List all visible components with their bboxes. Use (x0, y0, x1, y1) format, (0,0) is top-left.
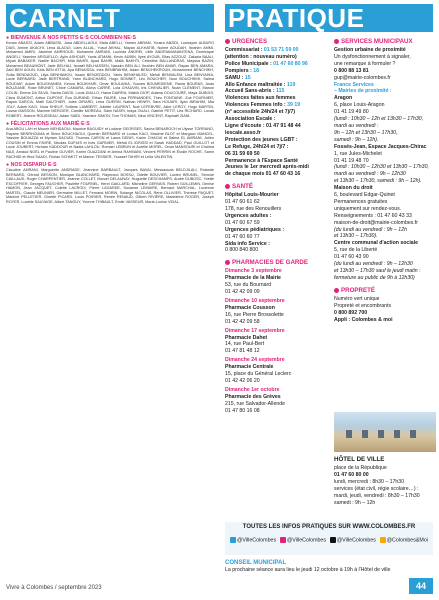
pharmacy-date: Dimanche 17 septembre (225, 327, 285, 334)
carnet-column (6, 4, 214, 205)
urgence-line: Allo Enfance maltraitée : 119 (225, 81, 296, 88)
service-line: une remarque à formuler ? (334, 60, 396, 67)
urgence-line: Violences faites aux femmes (225, 95, 296, 102)
urgence-line: SAMU : 15 (225, 74, 251, 81)
urgence-line: Violences Femmes info : 39 19 (225, 102, 301, 109)
sante-line: Urgences pédiatriques : (225, 226, 285, 233)
urgence-line: de chaque mois 01 47 60 43 16 (225, 171, 301, 178)
carnet-title: CARNET (9, 4, 121, 32)
pharmacy-phone: 01 42 42 09 09 (225, 289, 260, 296)
instagram-link[interactable]: @VilleColombes (280, 537, 326, 543)
hotel-line: samedi : 9h – 12h (334, 499, 376, 506)
pharmacies-title: PHARMACIES DE GARDE (225, 259, 328, 266)
section-births (6, 35, 214, 118)
service-line: 9h – 12h et 13h30 – 17h30, (334, 129, 398, 136)
hotel-lines (334, 465, 436, 506)
urgences-title: URGENCES (225, 38, 328, 45)
pharmacies-lines (225, 268, 328, 414)
pharmacy-address: 16, rue Pierre Brossolette (225, 311, 284, 318)
hotel-title: HÔTEL DE VILLE (334, 456, 385, 463)
pharmacy-address: 215, rue Salvador-Allende (225, 400, 285, 407)
urgences-lines (225, 47, 328, 178)
urgence-line: Pompiers : 18 (225, 67, 260, 74)
proprete-line: 0 800 892 700 (334, 309, 368, 316)
urgence-line: Police Municipale : 01 47 60 80 96 (225, 60, 308, 67)
service-line: – Mairies de proximité : (334, 88, 392, 95)
services-title: SERVICES MUNICIPAUX (334, 38, 436, 45)
service-line: 1, rue Jules-Michelet (334, 150, 382, 157)
pharmacy-address: 15, place du Général Leclerc (225, 371, 292, 378)
urgence-line: (n° accessible 24h/24 et 7j/7) (225, 109, 296, 116)
hotel-line: services (état civil, régie scolaire…) : (334, 485, 419, 492)
pharmacy-item (225, 357, 328, 385)
page-number: 44 (409, 578, 433, 594)
pharmacy-date: Dimanche 1er octobre (225, 386, 280, 393)
proprete-line: Propreté et encombrants (334, 302, 392, 309)
social-links (230, 537, 428, 543)
pratique-title: PRATIQUE (228, 4, 365, 32)
sante-line: Sida info Service : (225, 240, 270, 247)
proprete-title: PROPRETÉ (334, 287, 436, 294)
proprete-block (334, 287, 436, 324)
footer-title: TOUTES LES INFOS PRATIQUES SUR WWW.COLOMBES.FR (242, 524, 416, 530)
pharmacy-phone: 01 47 80 16 08 (225, 407, 260, 414)
service-line: Un dysfonctionnement à signaler, (334, 53, 411, 60)
sante-line: 0 800 840 800 (225, 247, 259, 254)
bullet-icon (334, 288, 339, 293)
hotel-de-ville-photo (334, 412, 436, 452)
pharmacy-phone: 01 42 42 06 20 (225, 377, 260, 384)
urgence-line: (attention : nouveau numéro) (225, 53, 297, 60)
service-line: 01 47 60 43 90 (334, 254, 369, 261)
pharmacy-address: 53, rue du Bournard (225, 282, 272, 289)
service-line: 6, boulevard Edgar-Quinet (334, 192, 395, 199)
births-text: Kenan ABASSI, Adam ABBASSI, Jana ABDELLAOUI, Maïa ABELLI, Yamen ABRAM, Yousra ABZIDI, Lounayne ALBURO DIAS, Amine AKACHI, Léna ALAOUI, Liam ALLAL, Yusuf AKHAL, Mayan ALKHATIB, Nolmé AOUDAH, Ibrahim AMMI, Mohamed AMIRI, Jasmine AMRHOUD, Mohamed AMRANI, Lucinda ANDREI, Lilith ANDRIAMANANTENA, Dominique ANGELI, Yasmine ARGUELLO, Aylin ASHOUR, Yanis ATMANI, Kevin AUBIN, Ilyes AYOUB, Elias AZZOUZ, Zakaria BAALI, Miyah BABAKER, Naélle BACHIR, Mila BAHRI, Ayad BAHRI, Malik BAKHTI, Célestine BALLANDRAS, Mayssa BAZIN, Mohamed BEAUMONT, Jade BELHAJ, Ismaël BELHASSEN, Nassim BEN ALI, Ibrahim BEN AMAR, Rayan BEN AMARA, Zaïd BEN AOUN, Kaïs BEN ATTIA, Aya BENAISSA, Inès BENBRAHIM, Adam BENCHEKROUN, Mohammed BENCHIKH, Sofia BENDAOUD, Lilya BENHAMOU, Issam BENJEDDOU, Yanis BENKHALED, Mehdi BENSALEM, Lina BENYAHIA, Lucie BERNARD, Jade BERTRAND, Yann BLANCHARD, Hugo BONNET, Léo BOUCHER, Nour BOUCHIKHI, Salma BOUDIAF, Adam BOUGHANEM, Kenza BOUKHARI, Omar BOULAHIA, Younes BOUMEDIENE, Rania BOURAS, Anas BOUZIANE, Rose BRUNET, Chloé CAMARA, Aïcha CARRÉ, Lola CHAUVIN, Iris CHEVALIER, Noah CLÉMENT, Manon COLIN, Emma DA SILVA, Sacha DAVID, Louis DIALLO, Hawa DIARRA, Malick DIOP, Adama DOUCOURÉ, Maya DUBOIS, Clara DUMONT, Arthur DUPONT, Éva DURAND, Ethan FAURE, Lina FERNANDES, Théo FONTAINE, Zoé FOURNIER, Rayan GARCIA, Maël GAUTHIER, Jules GIRARD, Léna GUÉRIN, Nathan HENRY, Sara HOUARI, Ilyan IBRAHIM, Mia JOLY, Adam KACI, Nora KHELIF, Sofiane LAMBERT, Juliette LAURENT, Noé LEFEBVRE, Alice LEROY, Hugo MARTIN, Louise MASSON, Maxime MERCIER, Camille MOREAU, Sami NASRI, Inaya OUALI, Gabriel PETIT, Léa RICHARD, Lucas ROBERT, Jeanne ROUSSEAU, Adam SAÏDI, Yasmine SIMON, Tom THOMAS, Nina VINCENT, Raphaël ZIANI. (6, 41, 214, 118)
hotel-line: 01 47 60 80 00 (334, 471, 369, 478)
service-line: mardi au vendredi : 9h – 12h30 (334, 171, 406, 178)
sante-line: Hôpital Louis-Mourier (225, 192, 279, 199)
pharmacy-name: Pharmacie de la Mairie (225, 275, 281, 282)
pharmacy-date: Dimanche 3 septembre (225, 268, 282, 275)
pharmacy-item (225, 387, 328, 415)
app-link[interactable]: @Colombes&Moi (380, 537, 428, 543)
urgence-line: Accueil Sans-abris : 115 (225, 88, 285, 95)
pharmacies-block (225, 259, 328, 414)
instagram-icon (280, 537, 286, 543)
urgence-line: Protection des jeunes LGBT : (225, 136, 298, 143)
births-title: ● BIENVENUE À NOS PETITS·E·S COLOMBIEN·NE·S (6, 35, 136, 41)
carnet-header (6, 4, 214, 32)
service-line: 0 800 88 13 81 (334, 67, 369, 74)
urgence-line: Commissariat : 01 53 71 59 00 (225, 47, 299, 53)
pharmacy-name: Pharmacie Dahet (225, 334, 268, 341)
pratique-header (225, 4, 433, 32)
conseil-block (225, 560, 433, 574)
urgences-block (225, 38, 328, 178)
urgence-line: Association Escale : (225, 116, 276, 123)
service-line: maison-de-droit@mairie-colombes.fr (334, 219, 418, 226)
bullet-icon (225, 260, 230, 265)
urgence-line: lescale.asso.fr (225, 129, 261, 136)
proprete-line: Appli : Colombes & moi (334, 316, 393, 323)
service-line: Fossés-Jean, Espace Jacques-Chirac (334, 143, 427, 150)
service-line: 01 41 19 48 70 (334, 157, 369, 164)
service-line: 6, place Louis-Aragon (334, 102, 385, 109)
service-line: mardi au vendredi : (334, 122, 379, 129)
service-line: fermeture au public de 9h à 12h30) (334, 274, 415, 281)
section-weddings (6, 121, 214, 159)
sante-block (225, 183, 328, 254)
hotel-line: place de la République (334, 465, 387, 471)
service-line: et 13h30 – 17h30). (334, 233, 378, 240)
service-line: Permanences gratuites (334, 198, 388, 205)
app-icon (380, 537, 386, 543)
sante-line: 01 47 60 67 59 (225, 219, 260, 226)
service-line: (lundi : 10h30 – 12h et 13h30 – 17h30, (334, 116, 424, 123)
twitter-link[interactable]: @VilleColombes (330, 537, 376, 543)
sante-line: 01 47 60 60 77 (225, 233, 260, 240)
pharmacy-date: Dimanche 24 septembre (225, 357, 285, 364)
service-line: Maison du droit (334, 185, 373, 192)
service-line: Aragon (334, 95, 353, 102)
urgence-line: 06 31 59 69 50 (225, 150, 260, 157)
pharmacy-item (225, 298, 328, 326)
hotel-line: mardi, jeudi, vendredi : 8h30 – 17h30 (334, 492, 420, 499)
proprete-lines (334, 296, 436, 324)
deaths-title: ● NOS DISPARU·E·S (6, 162, 57, 169)
pharmacy-name: Pharmacie Cousson (225, 304, 275, 311)
hotel-line: lundi, mercredi : 8h30 – 17h30 (334, 478, 405, 485)
service-line: Gestion urbaine de proximité (334, 47, 406, 53)
magazine-footer: Vivre à Colombes / septembre 2023 (6, 585, 102, 591)
service-line: et 13h30 – 17h30, samedi : 9h – 12h). (334, 178, 422, 185)
urgence-line: Permanence à l'Espace Santé (225, 157, 299, 164)
service-line: France Services (334, 81, 374, 88)
service-line: et 13h30 – 17h30 sauf le jeudi matin : (334, 268, 421, 274)
hotel-block (334, 456, 436, 506)
sante-line: 178, rue des Renouillers (225, 206, 282, 213)
service-line: Renseignements : 01 47 60 43 33 (334, 212, 412, 219)
bullet-icon (225, 39, 230, 44)
pratique-col-b (334, 38, 436, 328)
pharmacy-name: Pharmacie des Grèves (225, 393, 281, 400)
bullet-icon (225, 184, 230, 189)
sante-lines (225, 192, 328, 254)
sante-title: SANTÉ (225, 183, 328, 190)
twitter-icon (330, 537, 336, 543)
service-line: (lundi : 10h30 – 12h30 et 13h30 – 17h30, (334, 164, 429, 171)
pharmacy-item (225, 328, 328, 356)
pratique-col-a (225, 38, 328, 420)
pharmacy-name: Pharmacie Centrale (225, 364, 274, 371)
service-line: uniquement sur rendez-vous. (334, 205, 402, 212)
service-line: samedi : 9h – 12h). (334, 136, 379, 143)
urgence-line: Jeunes le 1er mercredi après-midi (225, 164, 309, 171)
services-lines (334, 47, 436, 282)
services-block (334, 38, 436, 282)
weddings-text: Ana ABOU LAH et Mounir MEHDAOUI, Maurice BAGUIDY et Lodane GEORGES, Sacha BENAROCH et Ulysse TORRANO, Rayane BENRHOUMA et Sirine BOUCHAOUI, Quentin BERNARD et Louisa KACI, Maxime BLOT et Margaux MANCEL, Yassine BOUAZZA et Myriam DAOUDI, Thomas CARON et Laura DENIS, Karim CHAOUI et Salma EL AMRANI, Julien COUSIN et Emma FAVRE, Nicolas DUPUIS et Inès GARNIER, Mehdi EL IDRISSI et Sarah HADDAD, Paul GUILLOT et Lucie JOUBERT, Hicham KADDOUR et Nadia LAHLOU, Romain LEBRUN et Aurélie MOREL, Omar MANSOURI et Chaïma NAJI, Arnaud NOËL et Pauline OLIVIER, Karim OUAZZANI et Amina RAHMANI, Vincent PERRIN et Élodie ROCHE, Samir RACHIDI et Hind SAADI, Florian SCHMITT et Marion TESSIER, Youssef TAHIRI et Leïla VALENTIN. (6, 127, 214, 159)
pharmacy-item (225, 268, 328, 296)
urgence-line: Le Refuge, 24h/24 et 7j/7 : (225, 143, 289, 150)
weddings-title: ● FÉLICITATIONS AUX MARIÉ·E·S (6, 121, 90, 128)
sante-line: 01 47 60 61 62 (225, 199, 260, 206)
conseil-title: CONSEIL MUNICIPAL (225, 560, 287, 566)
pharmacy-address: 14, rue Paul-Bert (225, 341, 265, 348)
pharmacy-phone: 01 42 42 09 58 (225, 318, 260, 325)
facebook-icon (230, 537, 236, 543)
conseil-desc: La prochaine séance aura lieu le jeudi 12 octobre à 19h à l'Hôtel de ville (225, 567, 391, 573)
service-line: 5, rue de la Liberté (334, 247, 378, 254)
pharmacy-date: Dimanche 10 septembre (225, 298, 285, 304)
service-line: Centre communal d'action sociale (334, 240, 418, 247)
service-line: (du lundi au vendredi : 9h – 12h30 (334, 261, 413, 268)
deaths-text: Claudine AMRANI, Marguerite ANDRADE, Jeannine BARBAULT, Jacques BAVAI, Messaouda BELDJILALI, Rolande BERNARD, Gérard BESSON, Monique BLANCHARD, Raymond BOSSU, Odette BOUVIER, Lucien BRUNEL, Simone CAILLAUD, Roger CHARPENTIER, Jeanne COLLET, Marcel DELAUNAY, Huguette DESCHAMPS, André DUBOSC, Yvette ESCOFFIER, Georges FAUCHER, Paulette FOURNEL, Henri GAILLARD, Micheline GERVAIS, Robert GUILLEMIN, Denise HAMON, Jean JACQUET, Colette LACROIX, Pierre LAGARDE, Suzanne LEMAIRE, Bernard MARCHAL, Lucienne MARTEL, Claude MEUNIER, Germaine MILLET, Fernand MORIN, Solange NICOLAS, René OLLIVIER, Thérèse PAQUET, Maurice PELLETIER, Ginette PICARD, Louis POIRIER, Renée RENAUD, Gilbert RIVIÈRE, Madeleine ROGER, Joseph ROYER, Lucette SAUVAGE, Albert TANGUY, Yvonne THIBAULT, Émile VASSEUR, Marie-Louise VIDAL. (6, 168, 214, 204)
proprete-line: Numéro vert unique (334, 295, 380, 302)
urgence-line: Ligne d'écoute : 01 47 91 48 44 (225, 122, 301, 129)
sante-line: Urgences adultes : (225, 212, 272, 219)
bullet-icon (334, 39, 339, 44)
pharmacy-phone: 01 47 81 48 12 (225, 348, 260, 355)
service-line: 01 41 19 49 80 (334, 109, 369, 116)
section-deaths (6, 162, 214, 204)
service-line: gup@mairie-colombes.fr (334, 74, 391, 81)
service-line: (du lundi au vendredi : 9h – 12h (334, 226, 407, 233)
facebook-link[interactable]: @VilleColombes (230, 537, 276, 543)
